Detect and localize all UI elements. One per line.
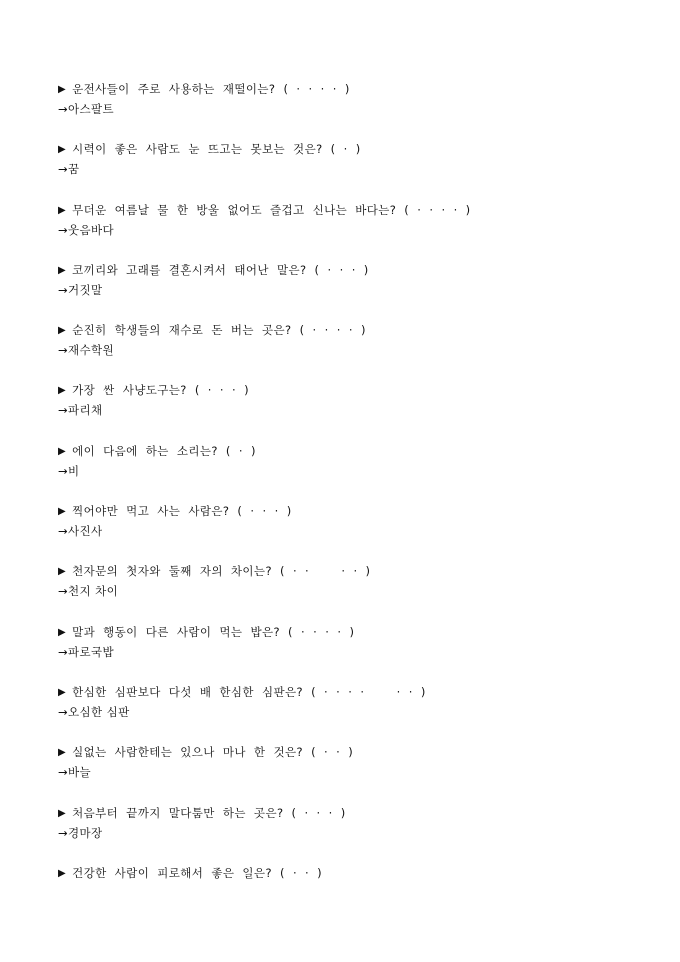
play-bullet-icon: ▶ (58, 264, 67, 276)
question-text: 실없는 사람한테는 있으나 마나 한 것은? ( · · ) (72, 745, 354, 760)
question-text: 건강한 사람이 피로해서 좋은 일은? ( · · ) (72, 865, 323, 880)
riddle-answer: →거짓말 (58, 282, 103, 297)
play-bullet-icon: ▶ (58, 867, 67, 879)
riddle-answer: →파리채 (58, 403, 103, 418)
riddle-question (58, 320, 658, 340)
riddle-question (58, 501, 658, 521)
riddle-question (58, 622, 658, 642)
riddle-item (58, 200, 658, 260)
riddle-question (58, 380, 658, 400)
play-bullet-icon: ▶ (58, 566, 67, 578)
riddle-question (58, 200, 658, 220)
question-text: 가장 싼 사냥도구는? ( · · · ) (72, 383, 249, 398)
riddle-answer: →오심한 심판 (58, 704, 130, 719)
riddle-question (58, 260, 658, 280)
riddle-item (58, 622, 658, 682)
riddle-question (58, 682, 658, 702)
riddle-item (58, 380, 658, 440)
riddle-item (58, 682, 658, 742)
riddle-question (58, 803, 658, 823)
riddle-question (58, 441, 658, 461)
riddle-answer (58, 883, 658, 903)
riddle-item (58, 139, 658, 199)
play-bullet-icon: ▶ (58, 204, 67, 216)
riddle-answer: →웃음바다 (58, 222, 115, 237)
riddle-item (58, 441, 658, 501)
riddle-item (58, 863, 658, 923)
riddle-answer: →바늘 (58, 765, 92, 780)
question-text: 말과 행동이 다른 사람이 먹는 밥은? ( · · · · ) (72, 624, 355, 639)
riddle-question (58, 79, 658, 99)
riddle-item (58, 501, 658, 561)
play-bullet-icon: ▶ (58, 807, 67, 819)
question-text: 한심한 심판보다 다섯 배 한심한 심판은? ( · · · · · · ) (72, 684, 426, 699)
riddle-item (58, 260, 658, 320)
question-text: 순진히 학생들의 재수로 돈 버는 곳은? ( · · · · ) (72, 323, 366, 338)
question-text: 처음부터 끝까지 말다툼만 하는 곳은? ( · · · ) (72, 805, 346, 820)
riddle-answer: →비 (58, 463, 80, 478)
riddle-answer: →경마장 (58, 825, 103, 840)
riddle-answer: →아스팔트 (58, 102, 115, 116)
question-text: 에이 다음에 하는 소리는? ( · ) (72, 443, 256, 458)
question-text: 시력이 좋은 사람도 눈 뜨고는 못보는 것은? ( · ) (72, 142, 361, 157)
play-bullet-icon: ▶ (58, 385, 67, 397)
question-text: 코끼리와 고래를 결혼시켜서 태어난 말은? ( · · · ) (72, 262, 369, 277)
riddle-answer: →천지 차이 (58, 584, 119, 599)
riddle-question (58, 863, 658, 883)
riddle-answer: →재수학원 (58, 343, 115, 358)
play-bullet-icon: ▶ (58, 506, 67, 518)
riddle-item (58, 320, 658, 380)
play-bullet-icon: ▶ (58, 747, 67, 759)
play-bullet-icon: ▶ (58, 325, 67, 337)
riddle-answer: →사진사 (58, 524, 103, 539)
riddle-item (58, 561, 658, 621)
riddle-item (58, 803, 658, 863)
question-text: 천자문의 첫자와 둘째 자의 차이는? ( · · · · ) (72, 564, 371, 579)
play-bullet-icon: ▶ (58, 686, 67, 698)
question-text: 무더운 여름날 물 한 방울 없어도 즐겁고 신나는 바다는? ( · · · · ) (72, 202, 471, 217)
riddle-answer: →꿈 (58, 162, 80, 177)
riddle-item (58, 79, 658, 139)
riddle-question (58, 742, 658, 762)
riddle-item (58, 742, 658, 802)
question-text: 찍어야만 먹고 사는 사람은? ( · · · ) (72, 504, 292, 519)
riddle-list (58, 79, 658, 923)
play-bullet-icon: ▶ (58, 144, 67, 156)
riddle-question (58, 561, 658, 581)
riddle-answer: →파로국밥 (58, 644, 115, 659)
riddle-question (58, 139, 658, 159)
play-bullet-icon: ▶ (58, 84, 67, 95)
play-bullet-icon: ▶ (58, 445, 67, 457)
play-bullet-icon: ▶ (58, 626, 67, 638)
question-text: 운전사들이 주로 사용하는 재떨이는? ( · · · · ) (72, 82, 350, 96)
